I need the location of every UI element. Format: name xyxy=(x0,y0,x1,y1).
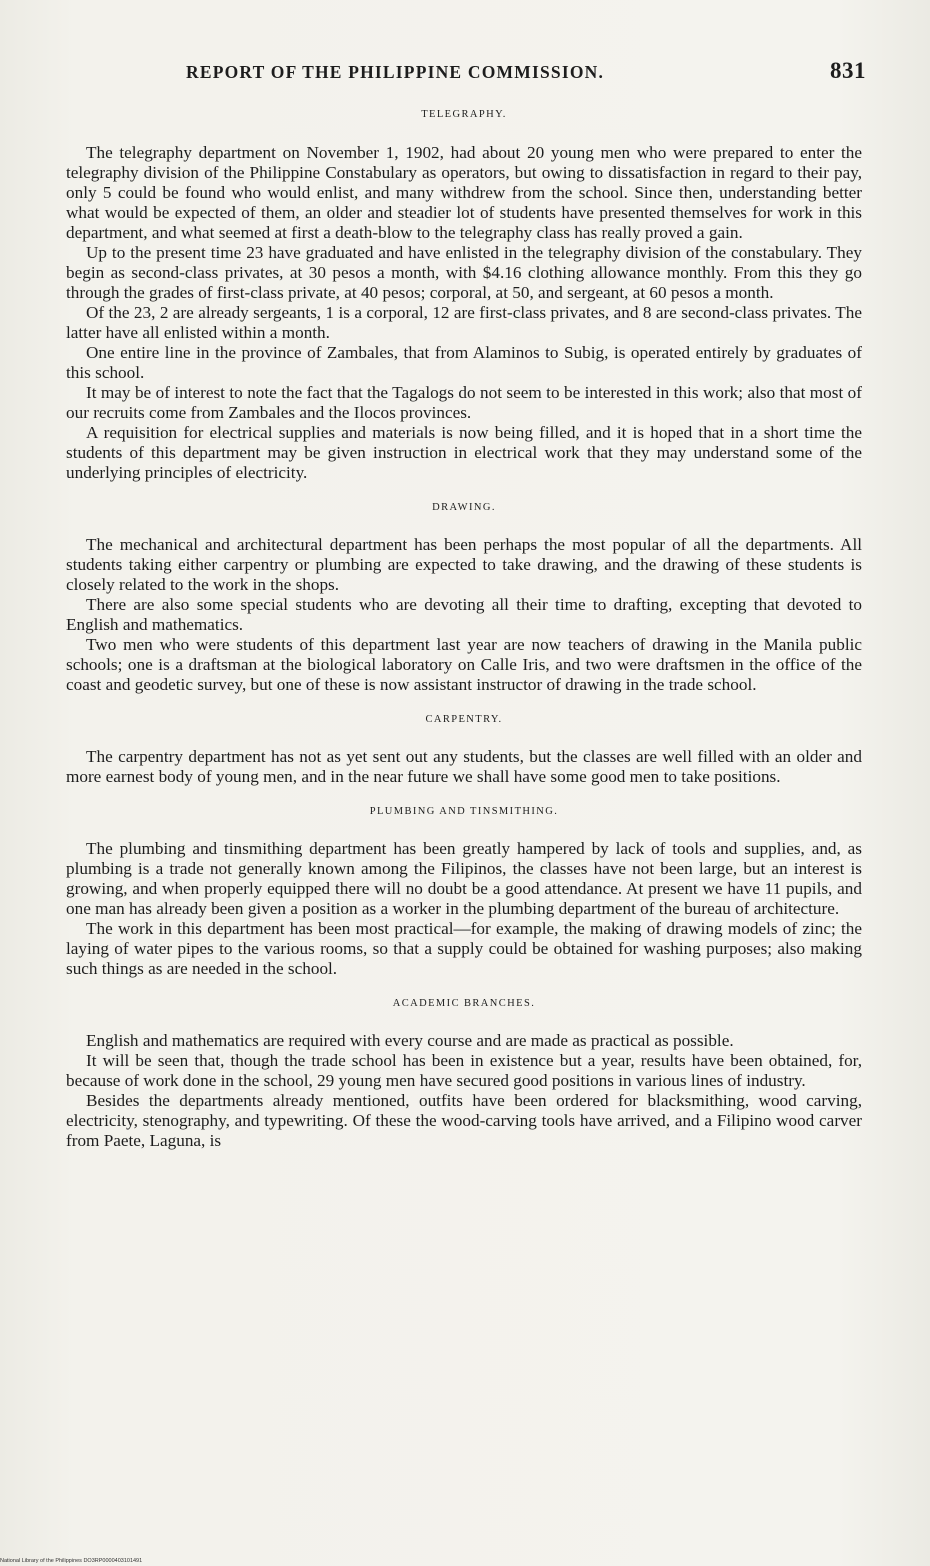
section-heading-academic: ACADEMIC BRANCHES. xyxy=(392,998,536,1009)
paragraph: Up to the present time 23 have graduated and have enlisted in the telegraphy division of the constabulary. They begin as second-class privates, at 30 pesos a month, with $4.16 clothing allowance monthly. From this they go through the grades of first-class private, at 40 pesos; corporal, at 50, and sergeant, at 60 pesos a month. xyxy=(66,243,862,302)
page-header xyxy=(186,58,866,92)
paragraph: A requisition for electrical supplies and materials is now being filled, and it is hoped that in a short time the students of this department may be given instruction in electrical work that they may understand some of the underlying principles of electricity. xyxy=(66,423,862,482)
page-body xyxy=(66,104,862,1151)
paragraph: Two men who were students of this department last year are now teachers of drawing in the Manila public schools; one is a draftsman at the biological laboratory on Calle Iris, and two were draftsmen in the office of the coast and geodetic survey, but one of these is now assistant instructor of drawing in the trade school. xyxy=(66,635,862,694)
running-title: REPORT OF THE PHILIPPINE COMMISSION. xyxy=(186,62,605,82)
paragraph: Besides the departments already mentioned, outfits have been ordered for blacksmithing, wood carving, electricity, stenography, and typewriting. Of these the wood-carving tools have arrived, and a Filipino wood carver from Paete, Laguna, is xyxy=(66,1091,862,1150)
section-heading-telegraphy: TELEGRAPHY. xyxy=(421,109,507,120)
paragraph: It will be seen that, though the trade school has been in existence but a year, results have been obtained, for, because of work done in the school, 29 young men have secured good positions in various lines of industry. xyxy=(66,1051,862,1090)
paragraph: Of the 23, 2 are already sergeants, 1 is a corporal, 12 are first-class privates, and 8 are second-class privates. The latter have all enlisted within a month. xyxy=(66,303,862,342)
paragraph: English and mathematics are required with every course and are made as practical as possible. xyxy=(86,1031,734,1050)
page-number: 831 xyxy=(830,58,866,83)
paragraph: One entire line in the province of Zambales, that from Alaminos to Subig, is operated entirely by graduates of this school. xyxy=(66,343,862,382)
paragraph: The mechanical and architectural department has been perhaps the most popular of all the departments. All students taking either carpentry or plumbing are expected to take drawing, and the drawing of these students is closely related to the work in the shops. xyxy=(66,535,862,594)
section-heading-carpentry: CARPENTRY. xyxy=(425,714,503,725)
paragraph: The carpentry department has not as yet sent out any students, but the classes are well filled with an older and more earnest body of young men, and in the near future we shall have some good men to take positions. xyxy=(66,747,862,786)
paragraph: It may be of interest to note the fact that the Tagalogs do not seem to be interested in this work; also that most of our recruits come from Zambales and the Ilocos provinces. xyxy=(66,383,862,422)
section-heading-drawing: DRAWING. xyxy=(432,502,496,513)
paragraph: The work in this department has been most practical—for example, the making of drawing models of zinc; the laying of water pipes to the various rooms, so that a supply could be obtained for washing purposes; also making such things as are needed in the school. xyxy=(66,919,862,978)
section-heading-plumbing: PLUMBING AND TINSMITHING. xyxy=(369,806,559,817)
paragraph: The telegraphy department on November 1, 1902, had about 20 young men who were prepared to enter the telegraphy division of the Philippine Constabulary as operators, but owing to dissatisfaction in regard to their pay, only 5 could be found who would enlist, and many withdrew from the school. Since then, understanding better what would be expected of them, an older and steadier lot of students have presented themselves for work in this department, and what seemed at first a death-blow to the telegraphy class has really proved a gain. xyxy=(66,143,862,242)
paragraph: The plumbing and tinsmithing department has been greatly hampered by lack of tools and supplies, and, as plumbing is a trade not generally known among the Filipinos, the classes have not been large, but an interest is growing, and when properly equipped there will no doubt be a good attendance. At present we have 11 pupils, and one man has already been given a position as a worker in the plumbing department of the bureau of architecture. xyxy=(66,839,862,918)
paragraph: There are also some special students who are devoting all their time to drafting, excepting that devoted to English and mathematics. xyxy=(66,595,862,634)
scan-footer: National Library of the Philippines DO3RP0000403101491 xyxy=(0,1558,143,1564)
